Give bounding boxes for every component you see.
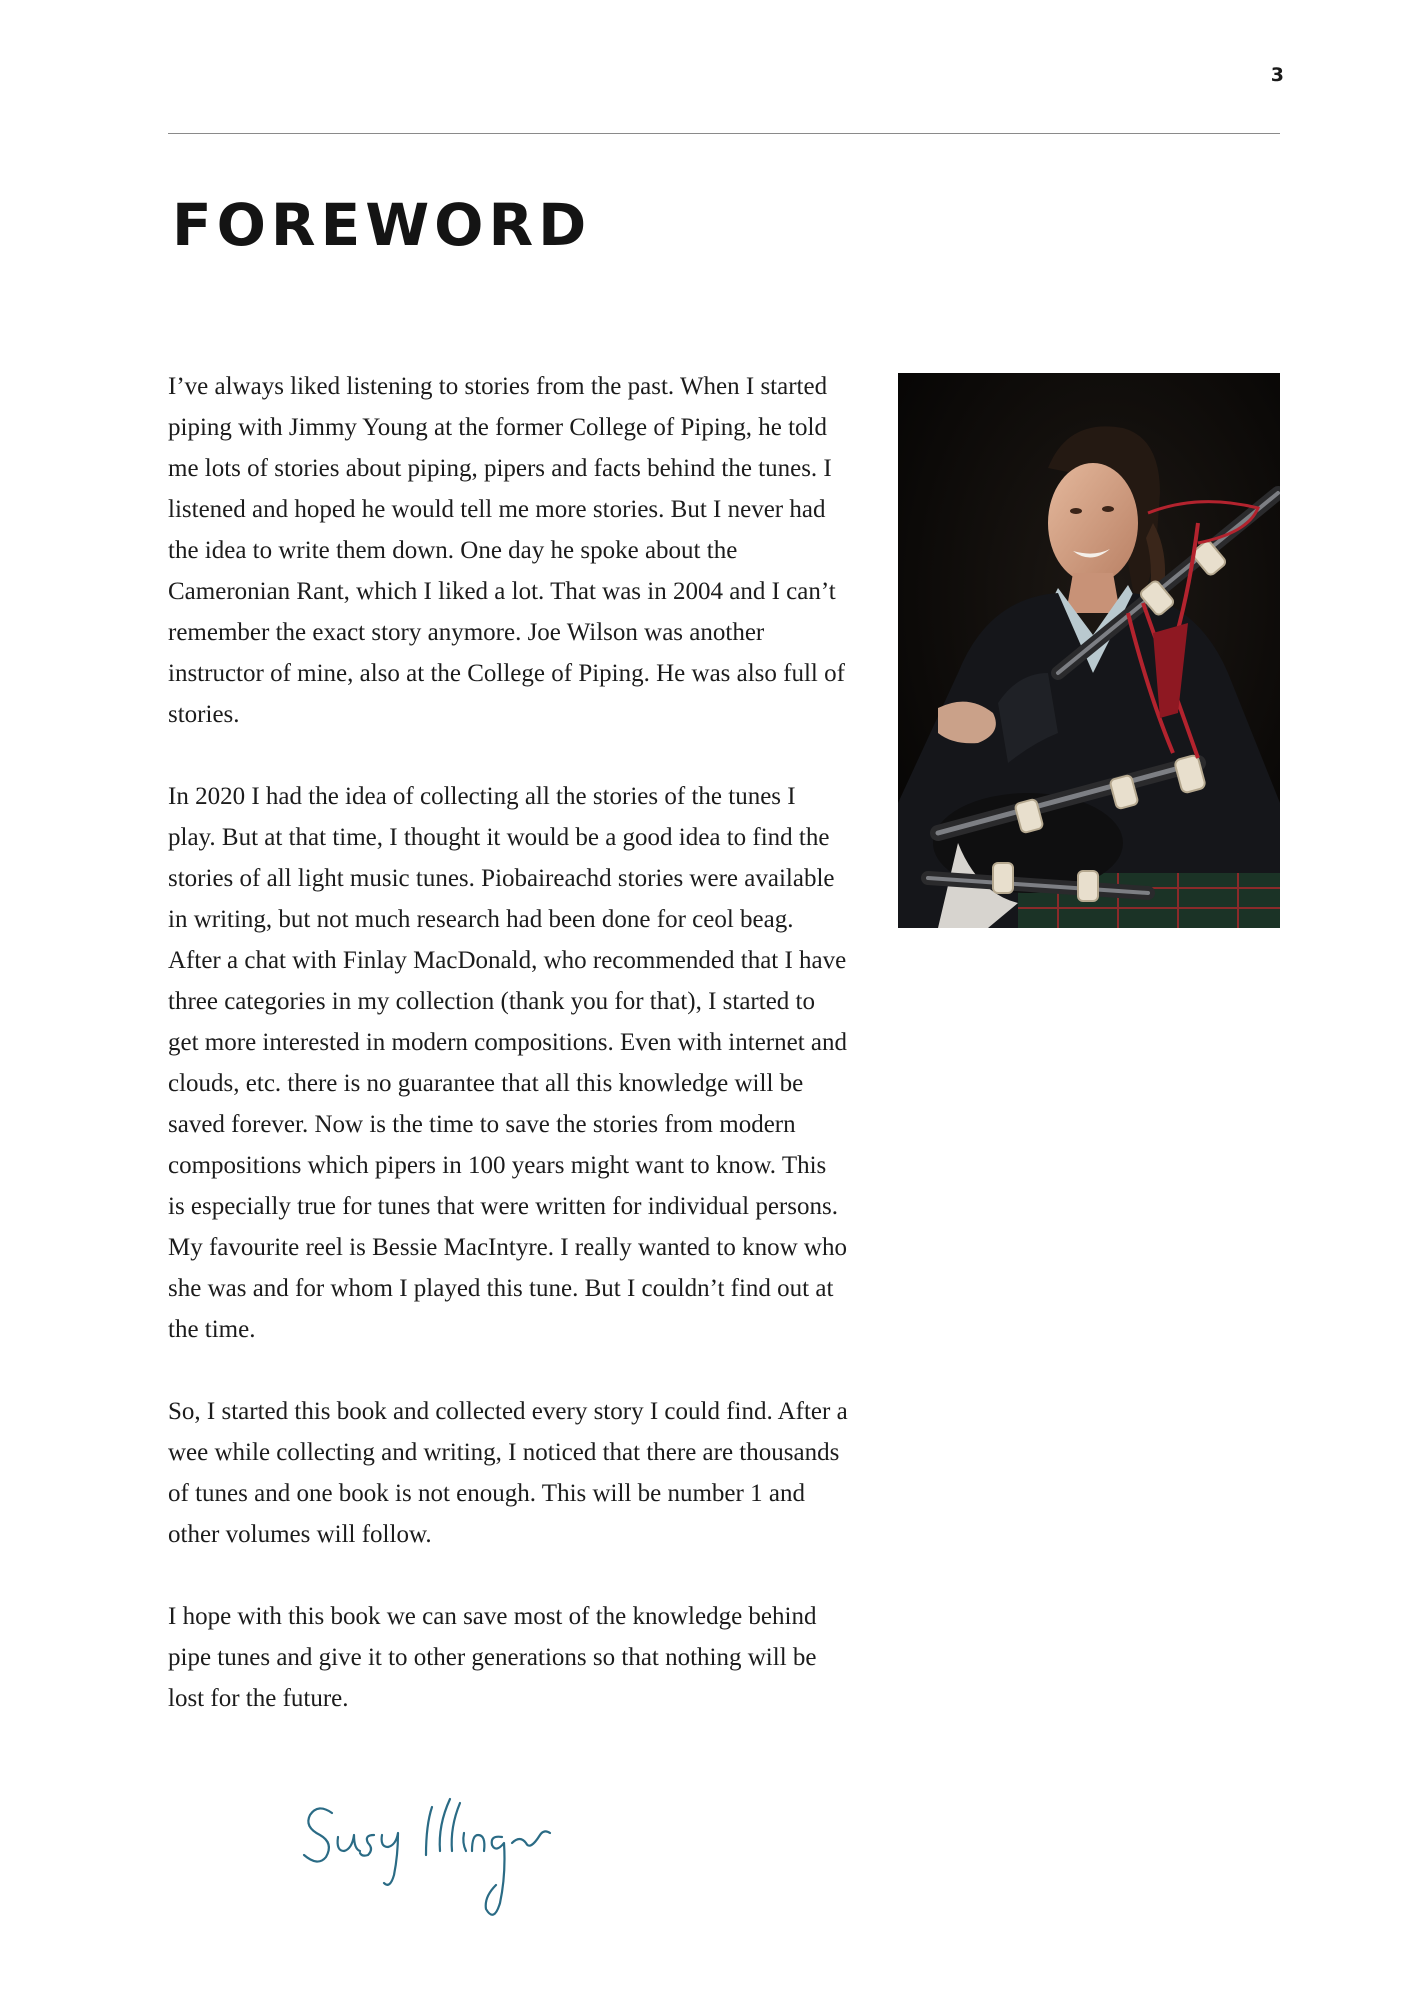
foreword-text <box>168 366 848 1719</box>
page-number: 3 <box>1270 64 1284 86</box>
page-title: FOREWORD <box>172 191 592 259</box>
header-divider <box>168 133 1280 134</box>
handwritten-signature <box>300 1785 590 1935</box>
paragraph-4: I hope with this book we can save most of the knowledge behind pipe tunes and give it to other generations so that nothing will be lost for the future. <box>168 1603 817 1712</box>
paragraph-1: I’ve always liked listening to stories from the past. When I started piping with Jimmy Young at the former College of Piping, he told me lots of stories about piping, pipers and facts behind the tunes. I listened and hoped he would tell me more stories. But I never had the idea to write them down. One day he spoke about the Cameronian Rant, which I liked a lot. That was in 2004 and I can’t remember the exact story anymore. Joe Wilson was another instructor of mine, also at the College of Piping. He was also full of stories. <box>168 373 845 728</box>
author-portrait-photo <box>898 373 1280 928</box>
bagpiper-portrait-illustration <box>898 373 1280 928</box>
paragraph-3: So, I started this book and collected every story I could find. After a wee while collecting and writing, I noticed that there are thousands of tunes and one book is not enough. This will be number 1 and other volumes will follow. <box>168 1398 848 1548</box>
author-signature <box>300 1785 590 1935</box>
paragraph-2: In 2020 I had the idea of collecting all the stories of the tunes I play. But at that time, I thought it would be a good idea to find the stories of all light music tunes. Piobaireachd stories were available in writing, but not much research had been done for ceol beag. After a chat with Finlay MacDonald, who recommended that I have three categories in my collection (thank you for that), I started to get more interested in modern compositions. Even with internet and clouds, etc. there is no guarantee that all this knowledge will be saved forever. Now is the time to save the stories from modern compositions which pipers in 100 years might want to know. This is especially true for tunes that were written for individual persons. My favourite reel is Bessie MacIntyre. I really wanted to know who she was and for whom I played this tune. But I couldn’t find out at the time. <box>168 783 848 1343</box>
